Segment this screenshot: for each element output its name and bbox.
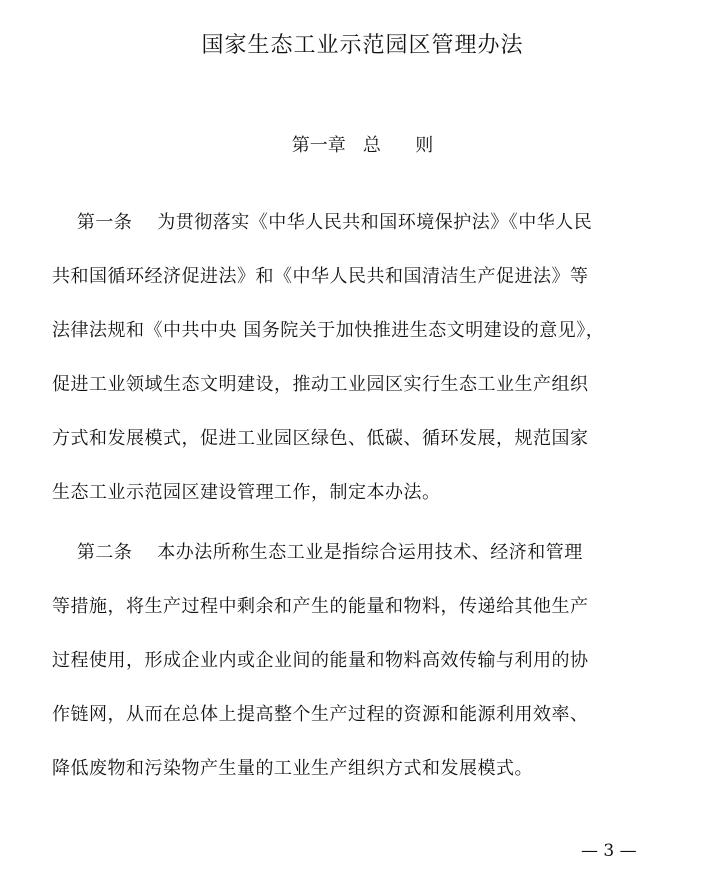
article-1-line-1: 第一条 为贯彻落实《中华人民共和国环境保护法》《中华人民 [52,212,593,233]
document-title: 国家生态工业示范园区管理办法 [201,33,524,58]
article-1-paragraph [52,206,692,530]
article-2-line-2: 等措施，将生产过程中剩余和产生的能量和物料，传递给其他生产 [52,596,589,617]
article-2-line-5: 降低废物和污染物产生量的工业生产组织方式和发展模式。 [52,758,533,779]
article-1-line-3: 法律法规和《中共中央 国务院关于加快推进生态文明建设的意见》， [52,320,605,341]
article-1-line-6: 生态工业示范园区建设管理工作，制定本办法。 [52,482,441,503]
page-number: — 3 — [581,841,637,861]
article-2-line-4: 作链网，从而在总体上提高整个生产过程的资源和能源利用效率、 [52,704,589,725]
chapter-heading: 第一章 总 则 [291,135,434,156]
article-1-line-5: 方式和发展模式，促进工业园区绿色、低碳、循环发展，规范国家 [52,428,589,449]
article-2-paragraph [52,536,692,806]
article-1-line-4: 促进工业领域生态文明建设，推动工业园区实行生态工业生产组织 [52,374,589,395]
article-2-line-1: 第二条 本办法所称生态工业是指综合运用技术、经济和管理 [52,542,583,563]
article-1-line-2: 共和国循环经济促进法》和《中华人民共和国清洁生产促进法》等 [52,266,589,287]
article-2-line-3: 过程使用，形成企业内或企业间的能量和物料高效传输与利用的协 [52,650,589,671]
